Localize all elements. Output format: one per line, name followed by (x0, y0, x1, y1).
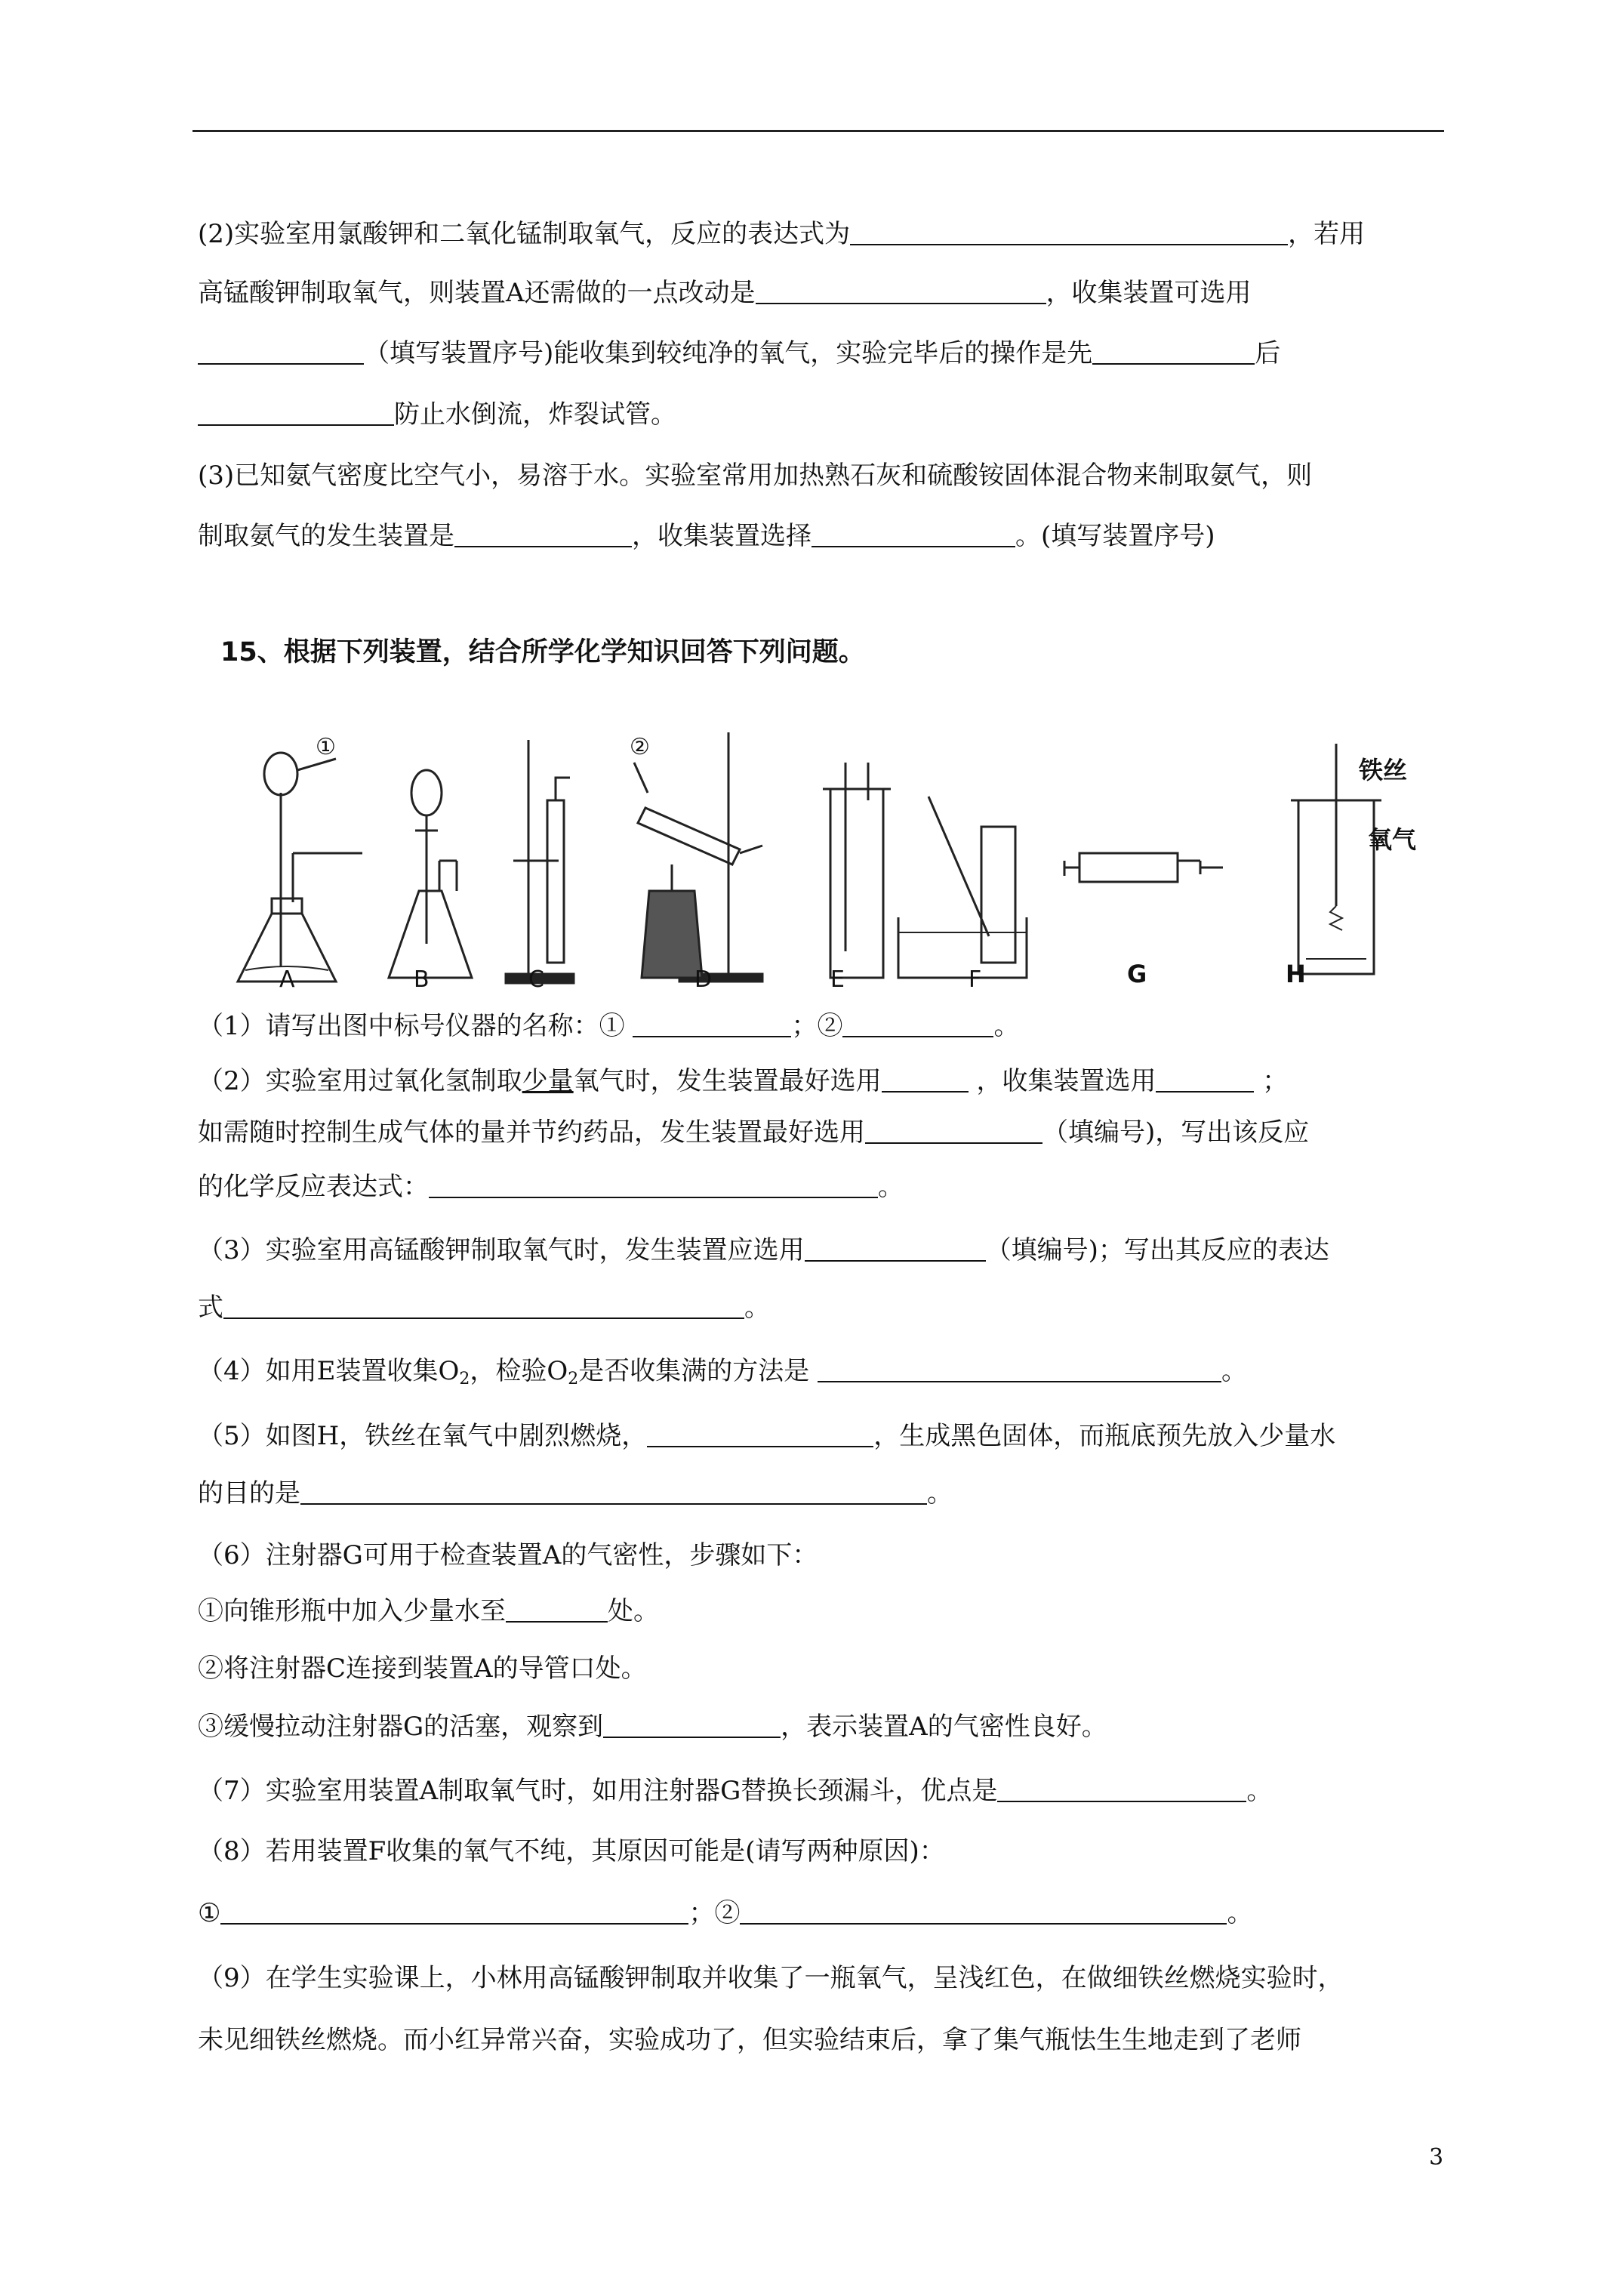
text: 的目的是 (198, 1478, 300, 1509)
text-line (198, 217, 1365, 251)
label-c: C (528, 966, 544, 993)
text: （4）如用E装置收集O (198, 1356, 460, 1386)
answer-blank[interactable] (647, 1420, 873, 1447)
answer-blank[interactable] (454, 520, 632, 547)
marker-2: ② (630, 734, 650, 760)
label-oxygen: 氧气 (1368, 825, 1417, 854)
answer-blank[interactable] (603, 1711, 781, 1738)
answer-blank[interactable] (1092, 337, 1255, 365)
text: 。 (1246, 1776, 1273, 1806)
text-line (198, 1009, 1019, 1043)
subscript: 2 (459, 1370, 470, 1388)
answer-blank[interactable] (220, 1897, 688, 1925)
text: ； (1262, 1066, 1289, 1096)
text: ，生成黑色固体，而瓶底预先放入少量水 (873, 1421, 1336, 1451)
text-underlined: 少量 (522, 1066, 574, 1096)
text: （1）请写出图中标号仪器的名称：① (198, 1011, 625, 1041)
text: 。 (1221, 1356, 1248, 1386)
answer-blank[interactable] (740, 1897, 1227, 1925)
text-line (198, 519, 1215, 553)
label-b: B (414, 966, 430, 993)
text: 是否收集满的方法是 (578, 1356, 810, 1386)
text-line (198, 1234, 1329, 1267)
text: （9）在学生实验课上，小林用高锰酸钾制取并收集了一瓶氧气，呈浅红色，在做细铁丝燃烧实验时， (198, 1963, 1344, 1993)
text: 未见细铁丝燃烧。而小红异常兴奋，实验成功了，但实验结束后，拿了集气瓶怯生生地走到了老师 (198, 2025, 1301, 2055)
text: （8）若用装置F收集的氧气不纯，其原因可能是(请写两种原因)： (198, 1836, 945, 1866)
text: （填编号)，写出该反应 (1042, 1117, 1310, 1148)
text: 。 (1227, 1898, 1253, 1928)
answer-blank[interactable] (756, 277, 1046, 304)
text: 氧气时，发生装置最好选用 (573, 1066, 882, 1096)
apparatus-drawing (226, 717, 1449, 997)
answer-blank[interactable] (997, 1775, 1246, 1802)
answer-blank[interactable] (223, 1292, 744, 1319)
answer-blank[interactable] (818, 1355, 1221, 1382)
text: （7）实验室用装置A制取氧气时，如用注射器G替换长颈漏斗，优点是 (198, 1776, 998, 1806)
text-line (198, 1539, 818, 1572)
text-line (198, 1170, 904, 1203)
text: ，表示装置A的气密性良好。 (781, 1712, 1107, 1742)
apparatus-c (506, 740, 574, 983)
apparatus-g (1064, 853, 1223, 882)
text-line (198, 1897, 1252, 1930)
answer-blank[interactable] (1156, 1065, 1254, 1093)
text-line (198, 276, 1252, 310)
text-line (198, 1962, 1344, 1995)
answer-blank[interactable] (198, 399, 394, 426)
label-iron-wire: 铁丝 (1359, 756, 1408, 784)
answer-blank[interactable] (850, 218, 1288, 245)
text: ①向锥形瓶中加入少量水至 (198, 1596, 506, 1626)
apparatus-d (634, 732, 762, 982)
text: 。 (993, 1011, 1020, 1041)
text: （填写装置序号)能收集到较纯净的氧气，实验完毕后的操作是先 (364, 338, 1093, 368)
text: ，若用 (1288, 219, 1366, 249)
text-line (198, 1835, 945, 1868)
label-f: F (969, 966, 982, 993)
header-rule (192, 130, 1444, 132)
text: 。(填写装置序号) (1015, 521, 1215, 551)
text: （2）实验室用过氧化氢制取 (198, 1066, 522, 1096)
apparatus-figure (226, 717, 1449, 997)
answer-blank[interactable] (429, 1171, 878, 1198)
text-line (198, 1595, 659, 1628)
apparatus-b (389, 770, 472, 978)
text: ③缓慢拉动注射器G的活塞，观察到 (198, 1712, 604, 1742)
text-line (198, 1710, 1107, 1743)
apparatus-e (823, 763, 891, 978)
text: ；② (688, 1898, 741, 1928)
text: ，检验O (470, 1356, 568, 1386)
text-line (198, 1065, 1288, 1098)
text: 式 (198, 1293, 223, 1323)
text: 如需随时控制生成气体的量并节约药品，发生装置最好选用 (198, 1117, 865, 1148)
page-number: 3 (1429, 2144, 1444, 2171)
text: 防止水倒流，炸裂试管。 (394, 399, 676, 430)
text: 15、根据下列装置，结合所学化学知识回答下列问题。 (220, 637, 865, 667)
label-d: D (694, 966, 713, 993)
text: (2)实验室用氯酸钾和二氧化锰制取氧气，反应的表达式为 (198, 219, 851, 249)
text: ，收集装置选用 (976, 1066, 1156, 1096)
text-line (198, 398, 676, 431)
text: ，收集装置选择 (632, 521, 812, 551)
label-g: G (1127, 960, 1147, 988)
text: （5）如图H，铁丝在氧气中剧烈燃烧， (198, 1421, 648, 1451)
marker-1: ① (316, 734, 336, 760)
text-line (198, 337, 1280, 370)
answer-blank[interactable] (506, 1595, 608, 1623)
text: （6）注射器G可用于检查装置A的气密性，步骤如下： (198, 1540, 818, 1570)
text: 制取氨气的发生装置是 (198, 521, 454, 551)
text: （填编号)；写出其反应的表达 (985, 1235, 1329, 1265)
label-h: H (1286, 960, 1306, 988)
text: ②将注射器C连接到装置A的导管口处。 (198, 1653, 647, 1684)
text-line (198, 1774, 1272, 1808)
text: 。 (927, 1478, 953, 1509)
label-a: A (279, 966, 295, 993)
text: 。 (878, 1172, 904, 1202)
text: ① (198, 1898, 221, 1928)
answer-blank[interactable] (882, 1065, 969, 1093)
text-line (198, 1419, 1335, 1453)
text: 高锰酸钾制取氧气，则装置A还需做的一点改动是 (198, 278, 756, 308)
text-line (198, 1291, 770, 1324)
text: 后 (1255, 338, 1281, 368)
text-line (198, 1652, 647, 1685)
text-line (198, 1116, 1309, 1149)
text-line (198, 2023, 1301, 2057)
text: （3）实验室用高锰酸钾制取氧气时，发生装置应选用 (198, 1235, 805, 1265)
answer-blank[interactable] (805, 1234, 986, 1262)
text: (3)已知氨气密度比空气小，易溶于水。实验室常用加热熟石灰和硫酸铵固体混合物来制取氨气，则 (198, 461, 1313, 491)
text: ，收集装置可选用 (1046, 278, 1252, 308)
subscript: 2 (568, 1370, 579, 1388)
label-e: E (830, 966, 845, 993)
text-line (198, 1477, 953, 1510)
text: 。 (744, 1293, 770, 1323)
answer-blank[interactable] (633, 1010, 791, 1037)
text-line (198, 1354, 1247, 1396)
text: 的化学反应表达式： (198, 1172, 429, 1202)
answer-blank[interactable] (865, 1117, 1042, 1144)
text: ；② (791, 1011, 843, 1041)
text-line (198, 459, 1312, 492)
apparatus-a (238, 753, 362, 982)
question-15-heading (220, 636, 865, 669)
apparatus-f (898, 797, 1027, 978)
answer-blank[interactable] (842, 1010, 993, 1037)
answer-blank[interactable] (300, 1478, 927, 1505)
answer-blank[interactable] (198, 337, 364, 365)
answer-blank[interactable] (812, 520, 1015, 547)
text: 处。 (608, 1596, 659, 1626)
